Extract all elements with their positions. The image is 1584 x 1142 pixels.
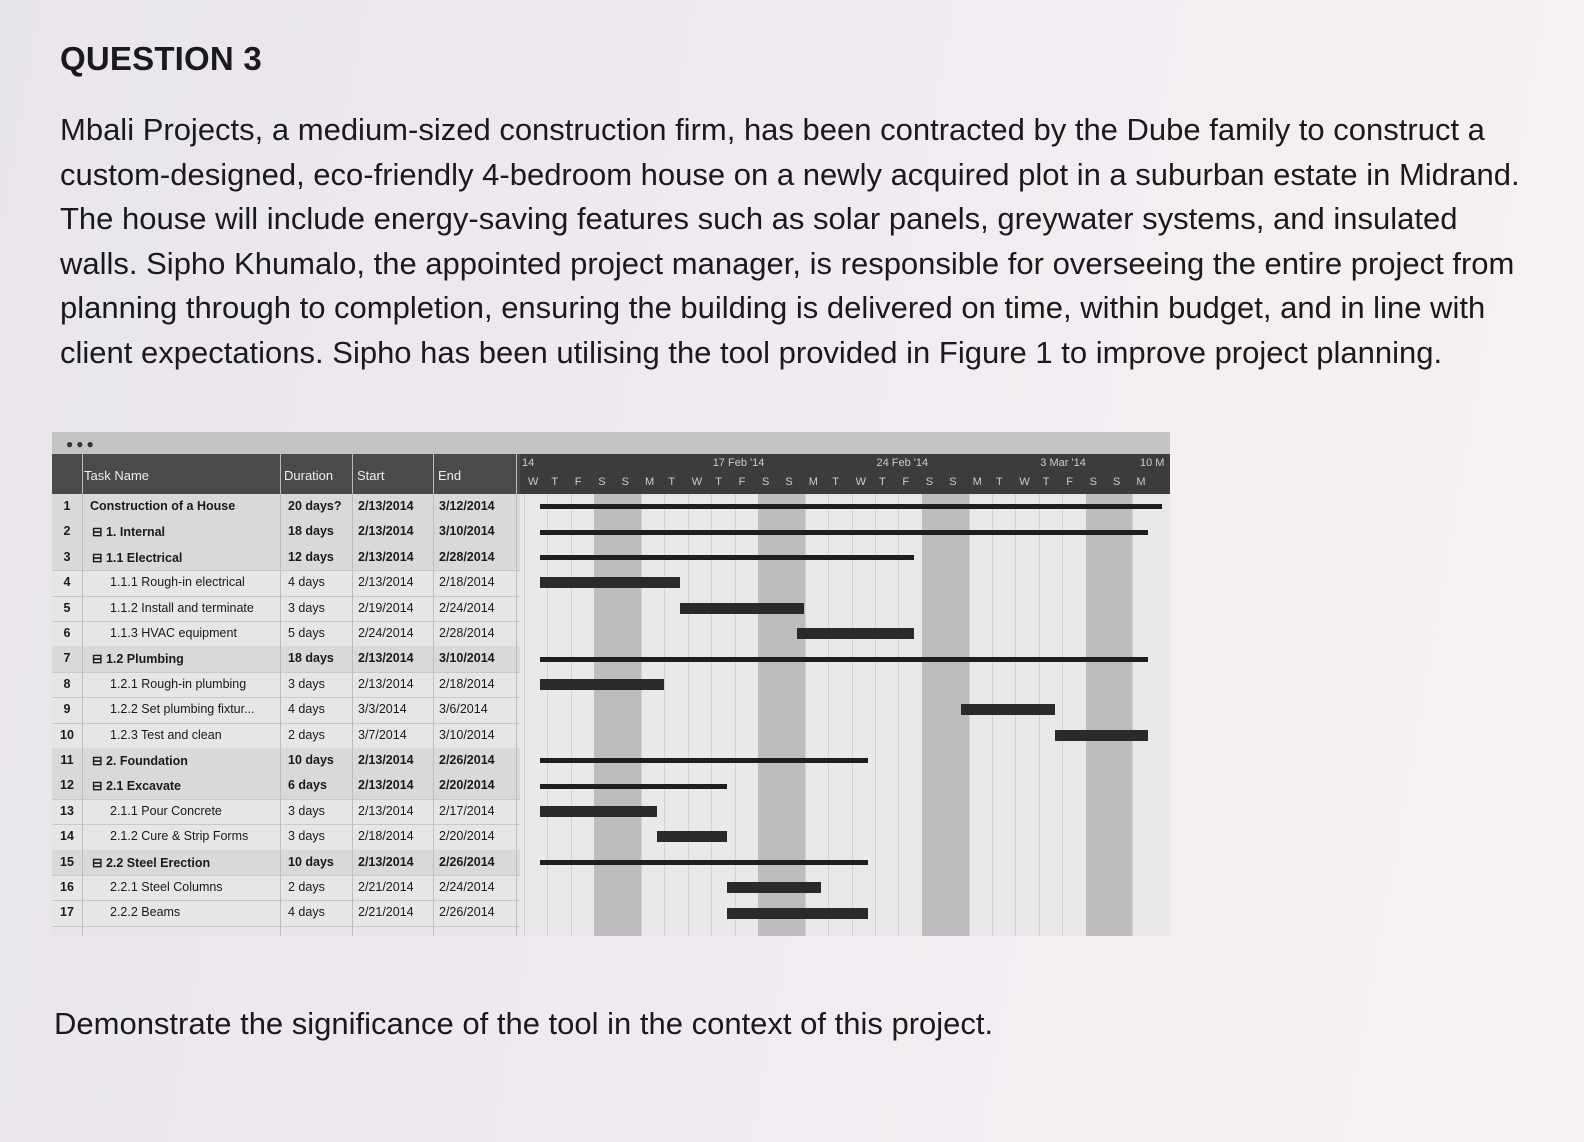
task-id: 8 bbox=[63, 676, 71, 691]
day-letter: T bbox=[832, 476, 839, 488]
task-name: 1.1.3 HVAC equipment bbox=[110, 626, 237, 640]
day-letter: T bbox=[879, 476, 886, 488]
scenario-paragraph bbox=[60, 108, 1535, 375]
col-task-name: Task Name bbox=[84, 468, 150, 483]
figure-toolbar bbox=[52, 432, 1170, 454]
table-row[interactable] bbox=[52, 672, 520, 698]
task-name bbox=[92, 855, 210, 870]
day-letter: S bbox=[762, 476, 770, 488]
task-end: 2/28/2014 bbox=[439, 549, 495, 564]
paragraph-line: walls. Sipho Khumalo, the appointed project manager, is responsible for overseeing the entire project from bbox=[60, 245, 1515, 281]
gantt-bar[interactable] bbox=[680, 603, 804, 614]
task-id: 13 bbox=[60, 803, 74, 818]
task-name bbox=[92, 651, 184, 666]
task-id: 3 bbox=[63, 549, 71, 564]
table-row[interactable] bbox=[52, 748, 520, 774]
gantt-bar[interactable] bbox=[540, 758, 868, 763]
week-label: 10 M bbox=[1140, 457, 1165, 469]
table-row[interactable] bbox=[52, 824, 520, 850]
task-start: 2/24/2014 bbox=[358, 626, 414, 640]
task-id: 4 bbox=[63, 575, 71, 590]
closing-question: Demonstrate the significance of the tool in the context of this project. bbox=[54, 1006, 994, 1041]
table-row[interactable] bbox=[52, 773, 520, 799]
task-name: 1.2.3 Test and clean bbox=[110, 727, 222, 742]
day-letter: M bbox=[645, 476, 655, 488]
task-name: 1.2.2 Set plumbing fixtur... bbox=[110, 702, 255, 717]
task-end: 2/26/2014 bbox=[439, 905, 495, 920]
col-start: Start bbox=[357, 468, 385, 483]
task-start: 2/13/2014 bbox=[358, 778, 414, 793]
task-start: 2/13/2014 bbox=[358, 499, 414, 513]
day-letter: W bbox=[855, 476, 866, 488]
task-duration: 10 days bbox=[288, 854, 334, 869]
task-duration: 3 days bbox=[288, 676, 325, 691]
task-start: 3/3/2014 bbox=[358, 702, 407, 717]
table-row[interactable] bbox=[52, 494, 520, 520]
task-start: 2/13/2014 bbox=[358, 524, 414, 539]
table-row[interactable] bbox=[52, 875, 520, 901]
day-letter: F bbox=[574, 476, 582, 488]
task-id: 14 bbox=[60, 829, 74, 844]
task-name-text: 2. Foundation bbox=[105, 754, 188, 768]
collapse-icon[interactable]: ⊟ bbox=[92, 855, 106, 870]
task-start: 2/13/2014 bbox=[358, 549, 414, 564]
day-letter: T bbox=[715, 476, 722, 488]
weekend-band bbox=[758, 494, 805, 936]
paragraph-line: planning through to completion, ensuring the building is delivered on time, within budget, and in line with bbox=[60, 290, 1486, 325]
task-duration: 5 days bbox=[288, 626, 325, 640]
task-name: 2.2.1 Steel Columns bbox=[110, 880, 223, 894]
task-duration: 20 days? bbox=[288, 499, 342, 513]
table-row[interactable] bbox=[52, 646, 520, 672]
day-letter: T bbox=[668, 476, 676, 488]
day-letter: M bbox=[808, 476, 818, 488]
task-id: 1 bbox=[63, 499, 71, 513]
table-row[interactable] bbox=[52, 850, 520, 876]
task-duration: 3 days bbox=[288, 600, 325, 615]
table-row[interactable] bbox=[52, 545, 520, 571]
week-label: 14 bbox=[522, 457, 535, 469]
table-row[interactable] bbox=[52, 621, 520, 647]
task-start: 2/13/2014 bbox=[358, 753, 414, 767]
task-start: 2/19/2014 bbox=[358, 600, 414, 615]
day-letter: S bbox=[598, 476, 606, 488]
task-name-text: 1.2 Plumbing bbox=[105, 652, 184, 667]
day-letter: W bbox=[691, 476, 703, 488]
paragraph-line: Mbali Projects, a medium-sized construction firm, has been contracted by the Dube family to construct a bbox=[60, 112, 1485, 147]
day-letter: W bbox=[528, 476, 539, 488]
task-end: 2/26/2014 bbox=[439, 753, 495, 767]
task-end: 2/18/2014 bbox=[439, 575, 495, 590]
task-name: 2.2.2 Beams bbox=[110, 905, 181, 920]
collapse-icon[interactable]: ⊟ bbox=[92, 550, 106, 565]
task-duration: 18 days bbox=[288, 524, 334, 539]
task-start: 2/18/2014 bbox=[358, 829, 414, 844]
task-name-text: 2.1 Excavate bbox=[105, 779, 182, 794]
gantt-bar[interactable] bbox=[540, 657, 1148, 662]
task-id: 17 bbox=[60, 905, 74, 920]
task-end: 2/24/2014 bbox=[439, 880, 495, 894]
task-id: 11 bbox=[60, 753, 74, 767]
task-start: 3/7/2014 bbox=[358, 727, 407, 742]
gantt-bar[interactable] bbox=[540, 577, 680, 588]
day-letter: S bbox=[1113, 476, 1121, 488]
week-label: 24 Feb '14 bbox=[876, 457, 929, 469]
task-name bbox=[92, 778, 181, 793]
task-end: 2/24/2014 bbox=[439, 600, 495, 615]
task-end: 3/10/2014 bbox=[439, 524, 495, 539]
task-name: 1.1.1 Rough-in electrical bbox=[110, 575, 245, 590]
gantt-chart bbox=[520, 454, 1170, 936]
task-duration: 12 days bbox=[288, 549, 334, 564]
task-name-text: 1. Internal bbox=[105, 525, 165, 540]
day-letter: S bbox=[621, 476, 629, 488]
task-start: 2/13/2014 bbox=[358, 651, 414, 666]
task-name: 2.1.2 Cure & Strip Forms bbox=[110, 829, 249, 844]
task-name-text: 2.2 Steel Erection bbox=[105, 855, 211, 870]
day-letter: S bbox=[785, 476, 793, 488]
task-end: 3/10/2014 bbox=[439, 651, 495, 666]
task-duration: 18 days bbox=[288, 651, 334, 666]
task-id: 10 bbox=[60, 727, 74, 742]
gantt-bar[interactable] bbox=[1055, 730, 1149, 741]
task-end: 2/18/2014 bbox=[439, 676, 495, 691]
task-name bbox=[92, 524, 165, 539]
task-id: 7 bbox=[63, 651, 71, 666]
gantt-bar[interactable] bbox=[540, 530, 1148, 535]
task-start: 2/13/2014 bbox=[358, 676, 414, 691]
task-duration: 4 days bbox=[288, 905, 325, 920]
gantt-bar[interactable] bbox=[540, 504, 1162, 509]
timeline-header bbox=[520, 454, 1170, 494]
question-title: QUESTION 3 bbox=[60, 40, 262, 77]
week-label: 17 Feb '14 bbox=[712, 457, 765, 469]
gantt-bar[interactable] bbox=[961, 704, 1055, 715]
task-end: 3/6/2014 bbox=[439, 702, 488, 717]
task-start: 2/13/2014 bbox=[358, 854, 414, 869]
task-id: 16 bbox=[60, 880, 74, 894]
day-letter: T bbox=[551, 476, 559, 488]
paragraph-line: custom-designed, eco-friendly 4-bedroom house on a newly acquired plot in a suburban estate in Midrand. bbox=[60, 156, 1520, 192]
task-start: 2/13/2014 bbox=[358, 575, 414, 590]
day-letter: S bbox=[1089, 476, 1097, 488]
task-start: 2/21/2014 bbox=[358, 880, 414, 894]
task-duration: 10 days bbox=[288, 753, 334, 767]
col-end: End bbox=[438, 468, 462, 483]
collapse-icon[interactable]: ⊟ bbox=[92, 754, 106, 768]
gantt-bar[interactable] bbox=[540, 679, 664, 690]
task-end: 3/12/2014 bbox=[439, 499, 495, 513]
window-dots-icon: ●●● bbox=[66, 437, 97, 451]
task-end: 2/26/2014 bbox=[439, 854, 495, 869]
gantt-figure bbox=[52, 432, 1170, 936]
table-row[interactable] bbox=[52, 519, 520, 545]
task-duration: 6 days bbox=[288, 778, 327, 793]
table-row[interactable] bbox=[52, 596, 520, 622]
day-letter: M bbox=[972, 476, 982, 488]
task-id: 5 bbox=[63, 600, 71, 615]
collapse-icon[interactable]: ⊟ bbox=[92, 525, 106, 540]
task-end: 3/10/2014 bbox=[439, 727, 495, 742]
table-row[interactable] bbox=[52, 570, 520, 596]
task-table bbox=[52, 454, 520, 936]
task-duration: 2 days bbox=[288, 727, 325, 742]
task-duration: 4 days bbox=[288, 575, 325, 590]
day-letter: M bbox=[1136, 476, 1146, 488]
table-row[interactable] bbox=[52, 799, 520, 825]
task-end: 2/20/2014 bbox=[439, 778, 495, 793]
task-end: 2/28/2014 bbox=[439, 626, 495, 640]
task-name bbox=[92, 550, 182, 565]
task-duration: 2 days bbox=[288, 880, 325, 894]
day-letter: S bbox=[925, 476, 934, 488]
gantt-bar[interactable] bbox=[797, 628, 914, 639]
col-duration: Duration bbox=[284, 468, 334, 483]
collapse-icon[interactable]: ⊟ bbox=[92, 652, 106, 667]
task-name-text: 1.1 Electrical bbox=[105, 550, 183, 565]
task-id: 9 bbox=[63, 702, 71, 717]
day-letter: T bbox=[1042, 476, 1050, 488]
table-row[interactable] bbox=[52, 697, 520, 723]
task-duration: 4 days bbox=[288, 702, 325, 717]
gantt-bar[interactable] bbox=[727, 882, 821, 893]
task-id: 6 bbox=[63, 626, 71, 640]
day-letter: F bbox=[738, 476, 746, 488]
task-id: 15 bbox=[60, 854, 74, 869]
gantt-bar[interactable] bbox=[727, 908, 867, 919]
day-letter: S bbox=[949, 476, 957, 488]
day-letter: F bbox=[1066, 476, 1073, 488]
task-id: 2 bbox=[63, 524, 71, 539]
gantt-bar[interactable] bbox=[540, 860, 868, 865]
table-row[interactable] bbox=[52, 900, 520, 926]
paragraph-line: The house will include energy-saving features such as solar panels, greywater systems, and insulated bbox=[60, 201, 1458, 236]
task-duration: 3 days bbox=[288, 803, 325, 818]
collapse-icon[interactable]: ⊟ bbox=[92, 779, 106, 794]
paragraph-line: client expectations. Sipho has been utilising the tool provided in Figure 1 to improve project planning. bbox=[60, 334, 1443, 370]
gantt-bar[interactable] bbox=[540, 555, 914, 560]
task-name: Construction of a House bbox=[90, 499, 236, 513]
gantt-bar[interactable] bbox=[540, 784, 727, 789]
weekend-band bbox=[594, 494, 641, 936]
task-end: 2/20/2014 bbox=[439, 829, 495, 844]
day-letter: F bbox=[902, 476, 910, 488]
task-start: 2/13/2014 bbox=[358, 803, 414, 818]
gantt-bar[interactable] bbox=[657, 831, 727, 842]
task-duration: 3 days bbox=[288, 829, 325, 844]
weekend-band bbox=[1086, 494, 1133, 936]
task-name bbox=[92, 753, 188, 768]
task-name: 1.1.2 Install and terminate bbox=[110, 600, 254, 615]
task-id: 12 bbox=[60, 778, 74, 793]
gantt-bar[interactable] bbox=[540, 806, 657, 817]
table-row[interactable] bbox=[52, 723, 520, 749]
task-name: 1.2.1 Rough-in plumbing bbox=[110, 676, 247, 691]
day-letter: W bbox=[1019, 476, 1030, 488]
task-end: 2/17/2014 bbox=[439, 803, 495, 818]
day-letter: T bbox=[996, 476, 1003, 488]
week-label: 3 Mar '14 bbox=[1040, 457, 1086, 469]
task-name: 2.1.1 Pour Concrete bbox=[110, 803, 222, 818]
task-start: 2/21/2014 bbox=[358, 905, 414, 920]
table-header bbox=[52, 454, 520, 494]
